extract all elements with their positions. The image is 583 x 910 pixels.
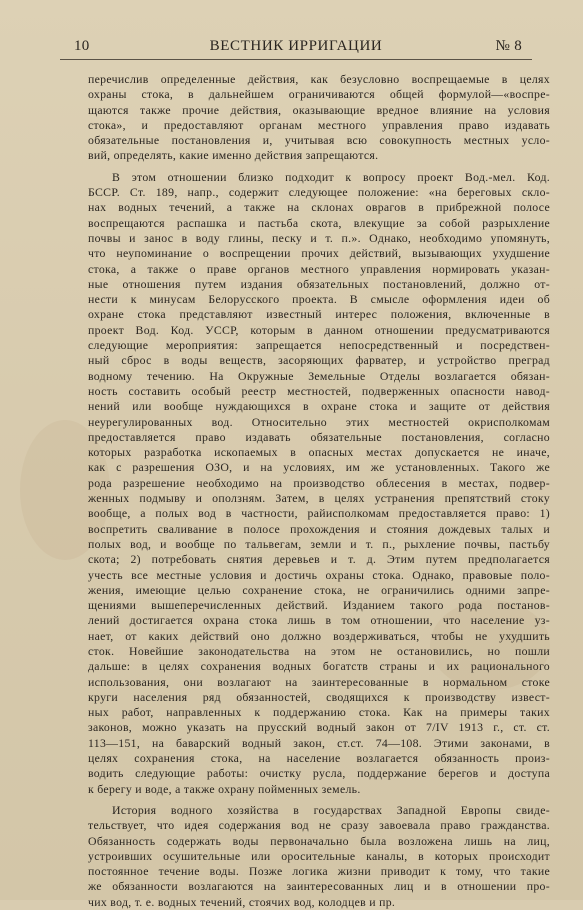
- text-line: ные отношения путем издания обязательных постановлений, должно от-: [88, 276, 550, 291]
- text-line: нает, от каких действий оно должно воздерживаться, чтобы не ухудшить: [88, 628, 550, 643]
- text-line: перечислив определенные действия, как безусловно воспрещаемые в целях: [88, 72, 550, 86]
- journal-title: ВЕСТНИК ИРРИГАЦИИ: [209, 38, 383, 54]
- text-line: воспрещаются распашка и пастьба скота, влекущие за собой разрыхление: [88, 215, 550, 230]
- text-line: же обязанности возлагаются на заинтересованных лиц и в отношении про-: [88, 879, 550, 894]
- text-line: охране стока представляют известный интерес положения, включенные в: [88, 307, 550, 322]
- text-line: женных подмыву и оползням. Затем, в целях устранения препятствий стоку: [88, 491, 550, 506]
- text-line: целях сохранения стока, на население возлагается обязанность произ-: [88, 751, 550, 766]
- text-line: История водного хозяйства в государствах Западной Европы свиде-: [112, 802, 550, 817]
- text-line: нах водных течений, а также на склонах оврагов в прибрежной полосе: [88, 200, 550, 215]
- text-line: рода разрешение необходимо на производство облесения в местах, подвер-: [88, 475, 550, 490]
- text-line: воспретить сваливание в полосе прохождения и стояния дождевых талых и: [88, 521, 550, 536]
- running-header: [60, 34, 532, 58]
- text-line: что неупоминание о воспрещении прочих действий, вызывающих ухудшение: [88, 246, 550, 261]
- text-line: стока, а также о праве органов местного управления нормировать указан-: [88, 261, 550, 276]
- text-line: как с разрешения ОЗО, и на условиях, им же установленных. Такого же: [88, 460, 550, 475]
- paragraph-2: [88, 170, 550, 797]
- text-line: постоянное течение воды. Позже логика жизни приводит к тому, что такие: [88, 864, 550, 879]
- text-line: В этом отношении близко подходит к вопросу проект Вод.-мел. Код.: [112, 169, 550, 184]
- text-line: почвы и занос в воду глины, песку и т. п.». Однако, необходимо упомянуть,: [88, 230, 550, 245]
- paragraph-1: [88, 72, 550, 164]
- text-line: сток. Новейшие законодательства на этом не остановились, но пошли: [88, 643, 550, 658]
- text-line: которых разработка ископаемых в опасных местах допускается не иначе,: [88, 445, 550, 460]
- page-number: 10: [74, 38, 90, 54]
- text-line: законов, можно указать на прусский водный закон от 7/IV 1913 г., ст. ст.: [88, 720, 550, 735]
- text-line: жения, имеющие целью сохранение стока, не ограничились одними запре-: [88, 582, 550, 597]
- text-line: нений или вообще нуждающихся в охране стока и защите от действия: [88, 399, 550, 414]
- text-line: вий, определять, какие именно действия запрещаются.: [88, 148, 379, 163]
- text-line: скота; 2) потребовать снятия деревьев и т. д. Этим путем предполагается: [88, 552, 550, 567]
- text-line: чих вод, т. е. водных течений, стоячих вод, колодцев и пр.: [88, 894, 396, 909]
- text-line: стока», и предоставляют органам местного управления право издавать: [88, 117, 550, 132]
- text-line: полых вод, и вообще по тальвегам, земли и т. п., рыхление почвы, пастьбу: [88, 536, 550, 551]
- text-line: вообще, а полых вод в частности, райисполкомам предоставляется право: 1): [88, 506, 550, 521]
- text-line: Обязанность содержать воды первоначально была возложена лишь на лиц,: [88, 833, 550, 848]
- text-line: лений достигается охрана стока лишь в том отношении, что население уз-: [88, 613, 550, 628]
- text-line: 113—151, на баварский водный закон, ст.ст. 74—108. Этими законами, в: [88, 735, 550, 750]
- text-line: щаются также прочие действия, оказывающие вредное влияние на условия: [88, 102, 550, 117]
- text-line: охраны стока, в дальнейшем ограничиваются общей формулой—«воспре-: [88, 87, 550, 102]
- text-line: обязательные постановления и, учитывая всю совокупность местных усло-: [88, 133, 550, 148]
- text-line: следующие мероприятия: запрещается непосредственный и посредствен-: [88, 338, 550, 353]
- text-line: предоставляется право издавать обязательные постановления, согласно: [88, 429, 550, 444]
- text-line: щениями вышеперечисленных действий. Изданием такого рода постанов-: [88, 598, 550, 613]
- text-line: устроивших осушительные или оросительные каналы, в которых происходит: [88, 848, 550, 863]
- text-line: ных работ, направленных к поддержанию стока. Как на примеры таких: [88, 705, 550, 720]
- article-body: [88, 72, 550, 910]
- text-line: водному течению. На Окружные Земельные Отделы возлагается обязан-: [88, 368, 550, 383]
- header-rule: [60, 59, 532, 60]
- text-line: к берегу и воде, а также охрану пойменных земель.: [88, 781, 361, 796]
- text-line: круги населения ряд обязанностей, сводящихся к производству извест-: [88, 689, 550, 704]
- text-line: ность составить особый реестр местностей, подверженных опасности навод-: [88, 383, 550, 398]
- text-line: ный сброс в воды веществ, засоряющих фарватер, и устройство преград: [88, 353, 550, 368]
- paragraph-3: [88, 803, 550, 910]
- text-line: учесть все местные условия и достичь охраны стока. Однако, правовые поло-: [88, 567, 550, 582]
- text-line: использования, они возлагают на заинтересованные в нормальном стоке: [88, 674, 550, 689]
- text-line: проект Вод. Код. УССР, которым в данном отношении предусматриваются: [88, 322, 550, 337]
- issue-number: № 8: [495, 38, 522, 54]
- text-line: нести к минусам Белорусского проекта. В смысле оформления идеи об: [88, 292, 550, 307]
- text-line: неурегулированных вод. Относительно этих местностей окрисполкомам: [88, 414, 550, 429]
- text-line: дальше: в целях сохранения водных богатств страны и их рационального: [88, 659, 550, 674]
- text-line: тельствует, что идея содержания вод не сразу завоевала право гражданства.: [88, 818, 550, 833]
- text-line: БССР. Ст. 189, напр., содержит следующее положение: «на береговых скло-: [88, 185, 550, 200]
- text-line: водить следующие работы: очистку русла, поддержание берегов и доступа: [88, 766, 550, 781]
